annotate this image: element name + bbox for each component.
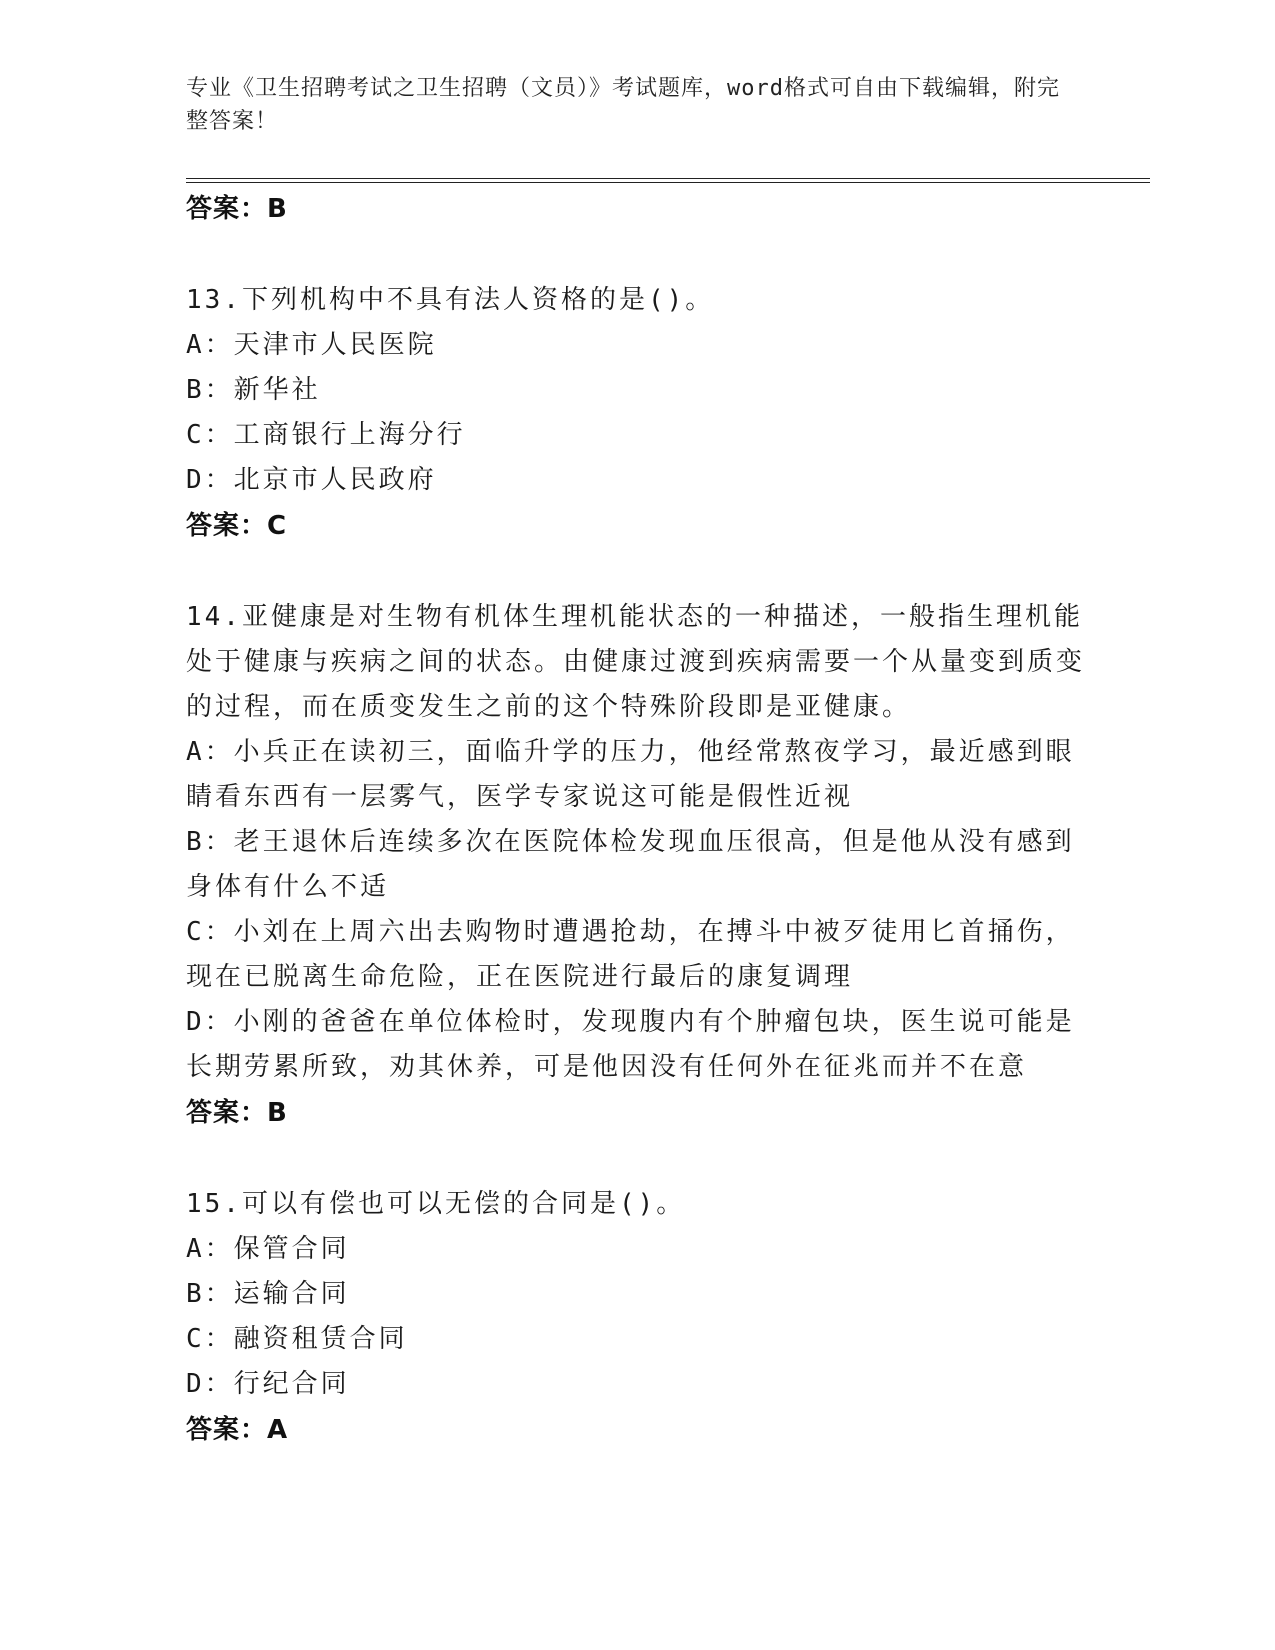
- option-a: A：小兵正在读初三，面临升学的压力，他经常熬夜学习，最近感到眼睛看东西有一层雾气，医学专家说这可能是假性近视: [186, 737, 1075, 812]
- option-d: D：行纪合同: [186, 1369, 350, 1399]
- option-a: A：保管合同: [186, 1234, 350, 1264]
- option-d: D：小刚的爸爸在单位体检时，发现腹内有个肿瘤包块，医生说可能是长期劳累所致，劝其休养，可是他因没有任何外在征兆而并不在意: [186, 1007, 1075, 1082]
- option-b: B：老王退休后连续多次在医院体检发现血压很高，但是他从没有感到身体有什么不适: [186, 827, 1075, 902]
- spacer: [186, 1136, 1086, 1182]
- option-b: B：新华社: [186, 375, 321, 405]
- question-stem: 15.可以有偿也可以无偿的合同是()。: [186, 1189, 686, 1219]
- question-13: [186, 278, 1086, 549]
- document-header: 专业《卫生招聘考试之卫生招聘（文员）》考试题库，word格式可自由下载编辑，附完整答案！: [186, 76, 1060, 134]
- header-rule-bottom: [186, 182, 1150, 183]
- option-c: C：融资租赁合同: [186, 1324, 408, 1354]
- question-stem: 13.下列机构中不具有法人资格的是()。: [186, 285, 715, 315]
- option-c: C：工商银行上海分行: [186, 420, 466, 450]
- option-c: C：小刘在上周六出去购物时遭遇抢劫，在搏斗中被歹徒用匕首捅伤，现在已脱离生命危险，正在医院进行最后的康复调理: [186, 917, 1075, 992]
- question-stem: 14.亚健康是对生物有机体生理机能状态的一种描述，一般指生理机能处于健康与疾病之间的状态。由健康过渡到疾病需要一个从量变到质变的过程，而在质变发生之前的这个特殊阶段即是亚健康。: [186, 602, 1086, 722]
- option-b: B：运输合同: [186, 1279, 350, 1309]
- option-d: D：北京市人民政府: [186, 465, 437, 495]
- previous-answer: 答案：B: [186, 194, 288, 224]
- question-15: [186, 1182, 1086, 1453]
- question-list: [186, 186, 1086, 1453]
- option-a: A：天津市人民医院: [186, 330, 437, 360]
- header-rule-top: [186, 178, 1150, 179]
- spacer: [186, 232, 1086, 278]
- answer: 答案：B: [186, 1098, 288, 1128]
- answer: 答案：C: [186, 511, 288, 541]
- question-14: [186, 595, 1086, 1136]
- spacer: [186, 549, 1086, 595]
- answer: 答案：A: [186, 1415, 289, 1445]
